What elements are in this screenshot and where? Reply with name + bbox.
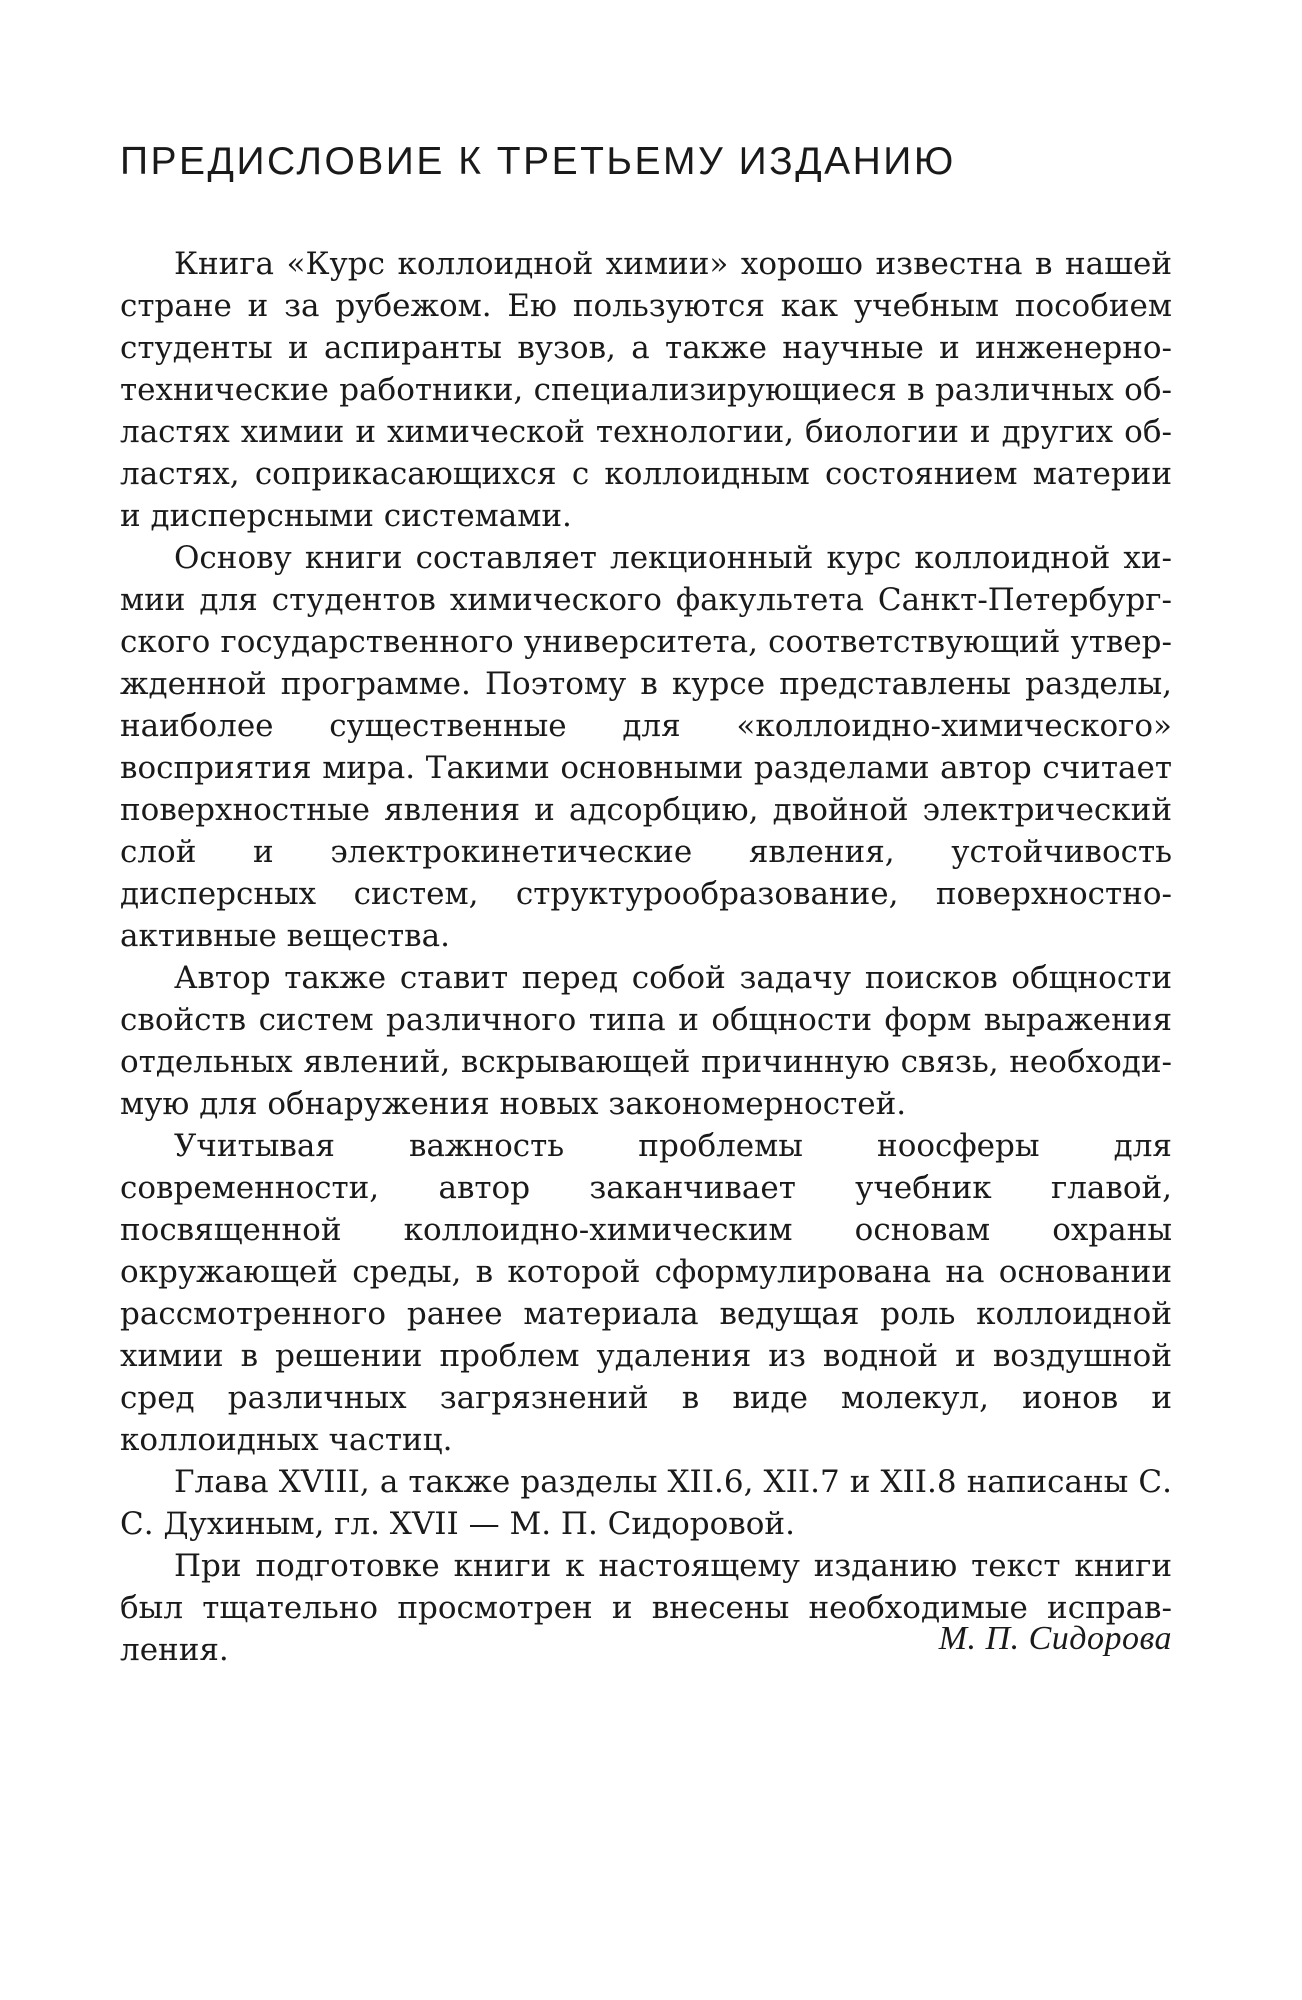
author-signature: М. П. Сидорова: [938, 1620, 1172, 1657]
paragraph: Учитывая важность проблемы ноосферы для современности, автор заканчивает учебник главой, посвященной коллоидно-химическим основам охраны окружающей среды, в которой сформулирована на основании рассмотренного ранее материала ведущая роль коллоидной химии в решении проблем удаления из водной и воздушной сред различных загрязнений в виде молекул, ионов и коллоидных частиц.: [120, 1128, 1172, 1458]
paragraph: Автор также ставит перед собой задачу поисков общности свойств систем различного типа и общности форм выражения отдельных явлений, вскрывающей причинную связь, необходимую для обнаружения новых закономерностей.: [120, 960, 1172, 1122]
paragraph: Основу книги составляет лекционный курс коллоидной химии для студентов химического факультета Санкт-Петербургского государственного университета, соответствующий утвержденной программе. Поэтому в курсе представлены разделы, наиболее существенные для «коллоидно-химического» восприятия мира. Такими основными разделами автор считает поверхностные явления и адсорбцию, двойной электрический слой и электрокинетические явления, устойчивость дисперсных систем, структурообразование, поверхностно-активные вещества.: [120, 540, 1172, 954]
preface-body: [120, 243, 1172, 1671]
paragraph: При подготовке книги к настоящему изданию текст книги был тщательно просмотрен и внесены необходимые исправления.: [120, 1548, 1172, 1668]
preface-heading: ПРЕДИСЛОВИЕ К ТРЕТЬЕМУ ИЗДАНИЮ: [120, 140, 956, 183]
paragraph: Глава XVIII, а также разделы XII.6, XII.7 и XII.8 написаны С. С. Духиным, гл. XVII — М. П. Сидоровой.: [120, 1464, 1172, 1542]
paragraph: Книга «Курс коллоидной химии» хорошо известна в нашей стране и за рубежом. Ею пользуются как учебным пособием студенты и аспиранты вузов, а также научные и инженерно-технические работники, специализирующиеся в различных областях химии и химической технологии, биологии и других областях, соприкасающихся с коллоидным состоянием материи и дисперсными системами.: [120, 246, 1172, 534]
